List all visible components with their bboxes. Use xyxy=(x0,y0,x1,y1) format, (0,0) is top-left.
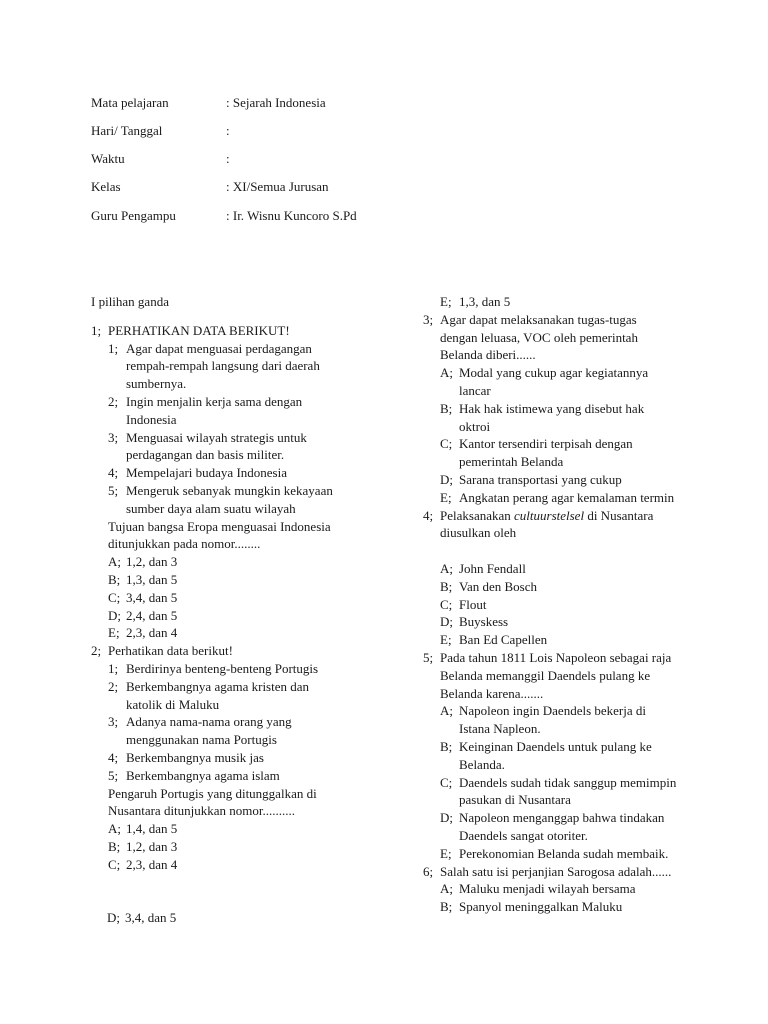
answer-option xyxy=(423,364,753,382)
q3-options xyxy=(423,364,753,506)
item-number: 3; xyxy=(108,714,119,730)
sub-item xyxy=(91,393,411,411)
question-5 xyxy=(423,649,753,702)
mapel-value: : Sejarah Indonesia xyxy=(226,95,326,110)
question-text: Pengaruh Portugis yang ditunggalkan di xyxy=(108,785,317,801)
question-text: Nusantara ditunjukkan nomor.......... xyxy=(108,803,296,819)
answer-option xyxy=(91,838,411,856)
option-text: 1,3, dan 5 xyxy=(459,294,511,309)
question-text: ditunjukkan pada nomor........ xyxy=(108,536,261,552)
answer-option-continued xyxy=(423,382,753,400)
option-letter: C; xyxy=(108,589,121,605)
option-letter: E; xyxy=(108,625,120,641)
answer-option xyxy=(423,435,753,453)
item-text: Berkembangnya musik jas xyxy=(126,749,264,765)
item-number: A; xyxy=(440,365,453,381)
question-stem xyxy=(91,802,411,820)
right-column xyxy=(423,293,753,916)
question-number: 1; xyxy=(91,322,102,338)
question-stem xyxy=(91,535,411,553)
item-text: Berkembangnya agama kristen dan xyxy=(126,678,310,694)
option-letter: D; xyxy=(440,614,453,630)
item-number: 4; xyxy=(108,465,119,481)
question-number: 4; xyxy=(423,507,434,523)
item-number: 4; xyxy=(108,749,119,765)
sub-item-continued xyxy=(91,500,411,518)
item-text: katolik di Maluku xyxy=(126,696,220,712)
q2-options xyxy=(91,820,411,873)
option-text: 2,4, dan 5 xyxy=(126,607,178,623)
item-text: Sarana transportasi yang cukup xyxy=(459,471,622,487)
item-text: Berdirinya benteng-benteng Portugis xyxy=(126,660,319,676)
item-text: Keinginan Daendels untuk pulang ke xyxy=(459,738,652,754)
item-number: B; xyxy=(440,738,453,754)
guru-value: : Ir. Wisnu Kuncoro S.Pd xyxy=(226,208,357,223)
question-4-line-2: diusulkan oleh xyxy=(440,525,517,541)
question-text: dengan leluasa, VOC oleh pemerintah xyxy=(440,329,638,345)
item-number: 3; xyxy=(108,429,119,445)
tanggal-value: : xyxy=(226,123,230,138)
sub-item xyxy=(91,429,411,447)
question-text: Belanda diberi...... xyxy=(440,347,536,363)
answer-option xyxy=(423,578,753,596)
item-text: perdagangan dan basis militer. xyxy=(126,447,285,463)
item-text: Daendels sudah tidak sanggup memimpin xyxy=(459,774,677,790)
option-letter: B; xyxy=(108,838,121,854)
item-text: pemerintah Belanda xyxy=(459,454,564,470)
item-text: Hak hak istimewa yang disebut hak xyxy=(459,400,645,416)
item-text: Napoleon ingin Daendels bekerja di xyxy=(459,703,646,719)
item-text: Angkatan perang agar kemalaman termin xyxy=(459,489,675,505)
option-text: Flout xyxy=(459,596,487,612)
left-column xyxy=(91,293,411,874)
question-stem xyxy=(423,329,753,347)
option-text: Buyskess xyxy=(459,614,509,630)
q1-stem xyxy=(91,518,411,554)
answer-option xyxy=(91,856,411,874)
question-stem xyxy=(423,685,753,703)
answer-option xyxy=(423,631,753,649)
item-text: Kantor tersendiri terpisah dengan xyxy=(459,436,633,452)
option-text: John Fendall xyxy=(459,560,526,576)
option-letter: D; xyxy=(107,910,120,925)
answer-option xyxy=(423,489,753,507)
sub-item xyxy=(91,749,411,767)
answer-option-continued xyxy=(423,756,753,774)
option-letter: D; xyxy=(108,607,121,623)
answer-option xyxy=(423,809,753,827)
item-text: Istana Napleon. xyxy=(459,721,541,737)
question-2 xyxy=(91,642,411,660)
waktu-label: Waktu xyxy=(91,151,125,166)
question-stem xyxy=(91,785,411,803)
item-number: 1; xyxy=(108,340,119,356)
answer-option-continued xyxy=(423,720,753,738)
answer-option-continued xyxy=(423,418,753,436)
spacer xyxy=(423,542,753,560)
answer-option xyxy=(423,560,753,578)
answer-option xyxy=(91,607,411,625)
question-number: 2; xyxy=(91,643,102,659)
option-letter: B; xyxy=(108,571,121,587)
item-number: E; xyxy=(440,845,452,861)
question-stem xyxy=(423,649,753,667)
item-number: 5; xyxy=(108,482,119,498)
option-text: 1,2, dan 3 xyxy=(126,554,178,570)
item-text: oktroi xyxy=(459,418,491,434)
sub-item xyxy=(91,464,411,482)
option-text: Spanyol meninggalkan Maluku xyxy=(459,899,623,915)
item-text: sumber daya alam suatu wilayah xyxy=(126,500,296,516)
sub-item-continued xyxy=(91,411,411,429)
option-text: 1,4, dan 5 xyxy=(126,821,178,837)
item-number: A; xyxy=(440,703,453,719)
item-number: 2; xyxy=(108,678,119,694)
question-text: Salah satu isi perjanjian Sarogosa adalah...... xyxy=(440,863,672,879)
answer-option xyxy=(423,845,753,863)
question-4 xyxy=(423,507,753,525)
question-text: Belanda memanggil Daendels pulang ke xyxy=(440,667,651,683)
item-number: D; xyxy=(440,810,453,826)
answer-option xyxy=(423,738,753,756)
question-text: PERHATIKAN DATA BERIKUT! xyxy=(108,322,290,338)
q2-option-d xyxy=(107,909,177,927)
item-number: E; xyxy=(440,489,452,505)
item-text: Daendels sangat otoriter. xyxy=(459,827,588,843)
option-letter: C; xyxy=(440,596,453,612)
sub-item-continued xyxy=(91,446,411,464)
item-number: C; xyxy=(440,774,453,790)
guru-label: Guru Pengampu xyxy=(91,208,176,223)
question-stem xyxy=(91,518,411,536)
question-text: Belanda karena....... xyxy=(440,685,544,701)
question-number: 3; xyxy=(423,311,434,327)
item-number: D; xyxy=(440,471,453,487)
question-stem xyxy=(423,346,753,364)
question-text: Agar dapat melaksanakan tugas-tugas xyxy=(440,311,637,327)
kelas-value: : XI/Semua Jurusan xyxy=(226,179,329,194)
option-letter: A; xyxy=(108,821,121,837)
answer-option-continued xyxy=(423,453,753,471)
sub-item-continued xyxy=(91,357,411,375)
question-6 xyxy=(423,863,753,881)
sub-item xyxy=(91,340,411,358)
answer-option xyxy=(91,571,411,589)
item-text: pasukan di Nusantara xyxy=(459,792,571,808)
waktu-value: : xyxy=(226,151,230,166)
q1-items xyxy=(91,340,411,518)
option-letter: B; xyxy=(440,899,453,915)
item-text: Ingin menjalin kerja sama dengan xyxy=(126,393,303,409)
option-text: 2,3, dan 4 xyxy=(126,625,178,641)
item-text: Menguasai wilayah strategis untuk xyxy=(126,429,307,445)
option-text: 1,2, dan 3 xyxy=(126,838,178,854)
option-letter: A; xyxy=(440,881,453,897)
option-letter: A; xyxy=(440,560,453,576)
question-text: Tujuan bangsa Eropa menguasai Indonesia xyxy=(108,518,331,534)
q6-options xyxy=(423,880,753,916)
q2-items xyxy=(91,660,411,785)
option-letter: E; xyxy=(440,632,452,648)
item-text: menggunakan nama Portugis xyxy=(126,732,277,748)
answer-option xyxy=(91,624,411,642)
option-text: Ban Ed Capellen xyxy=(459,632,548,648)
item-text: sumbernya. xyxy=(126,376,187,392)
item-text: rempah-rempah langsung dari daerah xyxy=(126,358,320,374)
sub-item-continued xyxy=(91,731,411,749)
option-text: Van den Bosch xyxy=(459,578,537,594)
question-3 xyxy=(423,311,753,364)
answer-option xyxy=(91,589,411,607)
option-letter: C; xyxy=(108,856,121,872)
section-title: I pilihan ganda xyxy=(91,294,169,309)
answer-option-continued xyxy=(423,827,753,845)
option-letter: A; xyxy=(108,554,121,570)
option-text: 3,4, dan 5 xyxy=(125,910,177,925)
sub-item xyxy=(91,660,411,678)
sub-item-continued xyxy=(91,375,411,393)
item-text: Indonesia xyxy=(126,411,177,427)
question-text: Pelaksanakan cultuurstelsel di Nusantara xyxy=(440,507,654,523)
item-text: Modal yang cukup agar kegiatannya xyxy=(459,365,649,381)
item-number: B; xyxy=(440,400,453,416)
option-text: Maluku menjadi wilayah bersama xyxy=(459,881,636,897)
item-text: Adanya nama-nama orang yang xyxy=(126,714,292,730)
sub-item xyxy=(91,713,411,731)
question-number: 5; xyxy=(423,649,434,665)
item-number: 1; xyxy=(108,660,119,676)
item-number: C; xyxy=(440,436,453,452)
answer-option xyxy=(423,471,753,489)
answer-option xyxy=(423,702,753,720)
q5-options xyxy=(423,702,753,862)
answer-option xyxy=(423,596,753,614)
answer-option xyxy=(423,898,753,916)
answer-option xyxy=(91,553,411,571)
sub-item xyxy=(91,767,411,785)
item-text: Perekonomian Belanda sudah membaik. xyxy=(459,845,669,861)
q1-options xyxy=(91,553,411,642)
sub-item-continued xyxy=(91,696,411,714)
option-text: 2,3, dan 4 xyxy=(126,856,178,872)
sub-item xyxy=(91,482,411,500)
item-text: Napoleon menganggap bahwa tindakan xyxy=(459,810,665,826)
italic-term: cultuurstelsel xyxy=(514,507,585,523)
question-number: 6; xyxy=(423,863,434,879)
question-stem xyxy=(423,667,753,685)
item-text: Belanda. xyxy=(459,756,505,772)
item-text: lancar xyxy=(459,382,491,398)
answer-option xyxy=(91,820,411,838)
mapel-label: Mata pelajaran xyxy=(91,95,169,110)
item-text: Agar dapat menguasai perdagangan xyxy=(126,340,312,356)
answer-option xyxy=(423,880,753,898)
item-number: 2; xyxy=(108,393,119,409)
option-text: 3,4, dan 5 xyxy=(126,589,178,605)
question-text: Perhatikan data berikut! xyxy=(108,643,233,659)
answer-option xyxy=(423,613,753,631)
kelas-label: Kelas xyxy=(91,179,121,194)
answer-option xyxy=(423,774,753,792)
item-text: Berkembangnya agama islam xyxy=(126,767,280,783)
option-letter: E; xyxy=(440,294,452,309)
q4-options xyxy=(423,560,753,649)
answer-option-continued xyxy=(423,791,753,809)
item-number: 5; xyxy=(108,767,119,783)
item-text: Mempelajari budaya Indonesia xyxy=(126,465,287,481)
answer-option xyxy=(423,400,753,418)
q2-stem xyxy=(91,785,411,821)
sub-item xyxy=(91,678,411,696)
question-1 xyxy=(91,322,411,340)
q2-option-e xyxy=(423,293,753,311)
option-letter: B; xyxy=(440,578,453,594)
tanggal-label: Hari/ Tanggal xyxy=(91,123,163,138)
question-text: Pada tahun 1811 Lois Napoleon sebagai raja xyxy=(440,649,672,665)
option-text: 1,3, dan 5 xyxy=(126,571,178,587)
question-stem xyxy=(423,311,753,329)
item-text: Mengeruk sebanyak mungkin kekayaan xyxy=(126,482,333,498)
